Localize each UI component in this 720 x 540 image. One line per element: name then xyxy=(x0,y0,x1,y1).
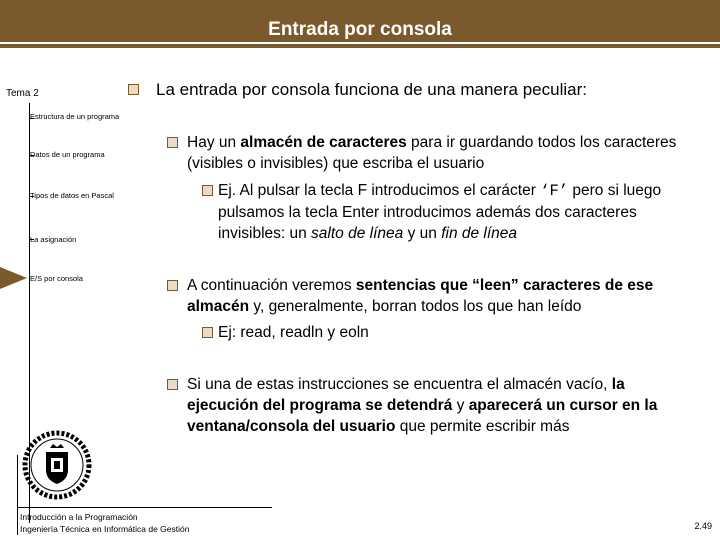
bullet-icon xyxy=(202,185,213,196)
sidebar-item-datos[interactable]: Datos de un programa xyxy=(30,150,105,159)
sidebar-item-asignacion[interactable]: La asignación xyxy=(30,235,77,244)
text: y un xyxy=(403,225,442,242)
text: y, generalmente, borran todos los que han leído xyxy=(249,298,582,315)
current-section-arrow-icon xyxy=(0,267,27,289)
footer-course xyxy=(20,511,189,535)
text: Ej. Al pulsar la tecla F introducimos el carácter xyxy=(218,182,541,199)
text: Hay un xyxy=(187,134,241,151)
italic-text: salto de línea xyxy=(311,225,404,242)
text: que permite escribir más xyxy=(395,418,570,435)
code-text: ‘F’ xyxy=(540,182,569,200)
text: pero si luego pulsamos la tecla Enter introducimos además dos caracteres invisibles: un xyxy=(218,182,662,242)
paragraph-ejemplo-read xyxy=(218,322,688,343)
bold-text: sentencias que “leen” caracteres de ese almacén xyxy=(187,277,654,315)
footer-vertical-line xyxy=(17,455,18,535)
page-number: 2.49 xyxy=(694,521,712,531)
bold-text: aparecerá un cursor en la ventana/consola del usuario xyxy=(187,397,658,435)
sidebar-item-tipos[interactable]: Tipos de datos en Pascal xyxy=(30,191,114,200)
footer-horizontal-line xyxy=(17,507,272,508)
bullet-icon xyxy=(167,137,178,148)
paragraph-ejemplo-f xyxy=(218,180,698,244)
bold-text: almacén de caracteres xyxy=(240,134,407,151)
topic-label: Tema 2 xyxy=(6,88,39,99)
footer-line-2: Ingeniería Técnica en Informática de Gestión xyxy=(20,524,190,534)
text: Ej: read, readln y eoln xyxy=(218,324,369,341)
italic-text: fin de línea xyxy=(441,225,518,242)
text: Si una de estas instrucciones se encuentra el almacén vacío, xyxy=(187,376,612,393)
bold-text: la ejecución del programa se detendrá xyxy=(187,376,625,414)
bullet-icon xyxy=(128,84,139,95)
university-seal-icon xyxy=(22,430,92,500)
text: para ir guardando todos los caracteres (visibles o invisibles) que escriba el usuario xyxy=(187,134,677,172)
bullet-icon xyxy=(167,280,178,291)
bullet-icon xyxy=(167,379,178,390)
paragraph-sentencias xyxy=(187,275,697,317)
sidebar-item-es-consola[interactable]: E/S por consola xyxy=(30,274,83,283)
main-heading-text: La entrada por consola funciona de una manera peculiar: xyxy=(156,80,587,99)
text: A continuación veremos xyxy=(187,277,356,294)
paragraph-almacen xyxy=(187,132,692,174)
text: y xyxy=(452,397,469,414)
bullet-icon xyxy=(202,327,213,338)
slide-title: Entrada por consola xyxy=(268,19,452,40)
paragraph-almacen-vacio xyxy=(187,374,692,437)
sidebar-item-estructura[interactable]: Estructura de un programa xyxy=(30,112,120,121)
title-underline xyxy=(0,42,720,44)
footer-line-1: Introducción a la Programación xyxy=(20,512,138,522)
